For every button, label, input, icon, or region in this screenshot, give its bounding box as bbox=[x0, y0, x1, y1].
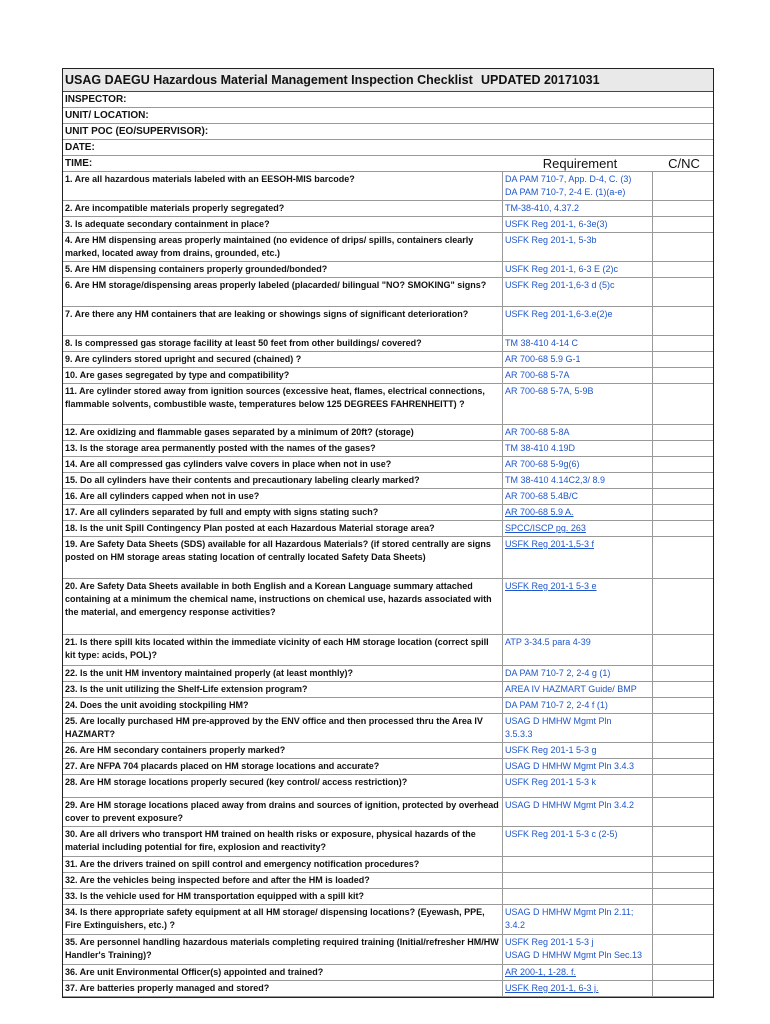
requirement-reference bbox=[503, 307, 653, 335]
requirement-line: TM 38-410 4.19D bbox=[505, 443, 576, 453]
cnc-cell[interactable] bbox=[653, 307, 713, 335]
requirement-reference bbox=[503, 798, 653, 826]
question-text: 19. Are Safety Data Sheets (SDS) available for all Hazardous Materials? (if stored centrally are signs posted on HM storage areas stating location of centrally located Safety Data Sheets) bbox=[63, 537, 503, 578]
checklist-rows bbox=[63, 172, 713, 997]
requirement-line: DA PAM 710-7, 2-4 E. (1)(a-e) bbox=[505, 186, 626, 197]
table-row bbox=[63, 579, 713, 635]
requirement-reference bbox=[503, 635, 653, 665]
question-text: 33. Is the vehicle used for HM transportation equipped with a spill kit? bbox=[63, 889, 503, 904]
table-row bbox=[63, 905, 713, 935]
cnc-cell[interactable] bbox=[653, 217, 713, 232]
requirement-reference bbox=[503, 521, 653, 536]
table-row bbox=[63, 759, 713, 775]
requirement-reference bbox=[503, 775, 653, 797]
question-text: 9. Are cylinders stored upright and secured (chained) ? bbox=[63, 352, 503, 367]
requirement-line: AR 700-68 5.9 G-1 bbox=[505, 354, 581, 364]
cnc-cell[interactable] bbox=[653, 743, 713, 758]
requirement-line: USAG D HMHW Mgmt Pln 3.4.2 bbox=[505, 800, 635, 810]
cnc-cell[interactable] bbox=[653, 873, 713, 888]
cnc-cell[interactable] bbox=[653, 635, 713, 665]
question-text: 32. Are the vehicles being inspected before and after the HM is loaded? bbox=[63, 873, 503, 888]
question-text: 24. Does the unit avoiding stockpiling HM? bbox=[63, 698, 503, 713]
table-row bbox=[63, 352, 713, 368]
question-text: 3. Is adequate secondary containment in place? bbox=[63, 217, 503, 232]
table-row bbox=[63, 537, 713, 579]
question-text: 4. Are HM dispensing areas properly maintained (no evidence of drips/ spills, containers clearly marked, located away from drains, grounded, etc.) bbox=[63, 233, 503, 261]
requirement-reference bbox=[503, 201, 653, 216]
cnc-cell[interactable] bbox=[653, 262, 713, 277]
requirement-line: USFK Reg 201-1 5-3 k bbox=[505, 777, 597, 787]
requirement-line: USAG D HMHW Mgmt Pln bbox=[505, 716, 612, 726]
requirement-reference bbox=[503, 172, 653, 200]
requirement-reference bbox=[503, 579, 653, 634]
requirement-column-header: Requirement bbox=[542, 156, 618, 171]
requirement-reference bbox=[503, 336, 653, 351]
requirement-reference bbox=[503, 278, 653, 306]
requirement-reference bbox=[503, 368, 653, 383]
table-row bbox=[63, 425, 713, 441]
requirement-line[interactable]: AR 200-1, 1-28. f. bbox=[505, 967, 577, 977]
table-row bbox=[63, 384, 713, 425]
requirement-reference bbox=[503, 537, 653, 578]
cnc-cell[interactable] bbox=[653, 473, 713, 488]
requirement-reference bbox=[503, 857, 653, 872]
question-text: 36. Are unit Environmental Officer(s) appointed and trained? bbox=[63, 965, 503, 980]
requirement-reference bbox=[503, 233, 653, 261]
requirement-reference bbox=[503, 384, 653, 424]
question-text: 16. Are all cylinders capped when not in use? bbox=[63, 489, 503, 504]
requirement-line: TM-38-410, 4.37.2 bbox=[505, 203, 580, 213]
cnc-cell[interactable] bbox=[653, 965, 713, 980]
inspector-field[interactable]: INSPECTOR: bbox=[63, 92, 713, 108]
requirement-reference bbox=[503, 827, 653, 856]
requirement-reference bbox=[503, 714, 653, 742]
table-row bbox=[63, 262, 713, 278]
table-row bbox=[63, 743, 713, 759]
cnc-cell[interactable] bbox=[653, 233, 713, 261]
question-text: 34. Is there appropriate safety equipment at all HM storage/ dispensing locations? (Eyewash, PPE, Fire Extinguishers, etc.) ? bbox=[63, 905, 503, 934]
requirement-line: USFK Reg 201-1, 6-3 E (2)c bbox=[505, 264, 619, 274]
requirement-line: AR 700-68 5.4B/C bbox=[505, 491, 579, 501]
requirement-line: USFK Reg 201-1,6-3.e(2)e bbox=[505, 309, 613, 319]
question-text: 2. Are incompatible materials properly segregated? bbox=[63, 201, 503, 216]
requirement-reference bbox=[503, 262, 653, 277]
question-text: 10. Are gases segregated by type and compatibility? bbox=[63, 368, 503, 383]
requirement-line: AR 700-68 5-7A, 5-9B bbox=[505, 386, 594, 396]
cnc-cell[interactable] bbox=[653, 857, 713, 872]
question-text: 14. Are all compressed gas cylinders valve covers in place when not in use? bbox=[63, 457, 503, 472]
requirement-line: 3.5.3.3 bbox=[505, 728, 533, 739]
requirement-reference bbox=[503, 457, 653, 472]
checklist-title: USAG DAEGU Hazardous Material Management Inspection Checklist bbox=[65, 73, 473, 87]
requirement-line: USFK Reg 201-1, 6-3e(3) bbox=[505, 219, 608, 229]
requirement-reference bbox=[503, 905, 653, 934]
cnc-cell[interactable] bbox=[653, 368, 713, 383]
inspection-checklist-sheet bbox=[62, 68, 714, 998]
requirement-reference bbox=[503, 352, 653, 367]
table-row bbox=[63, 505, 713, 521]
cnc-cell[interactable] bbox=[653, 666, 713, 681]
cnc-cell[interactable] bbox=[653, 935, 713, 964]
cnc-cell[interactable] bbox=[653, 905, 713, 934]
cnc-cell[interactable] bbox=[653, 698, 713, 713]
question-text: 25. Are locally purchased HM pre-approved by the ENV office and then processed thru the Area IV HAZMART? bbox=[63, 714, 503, 742]
requirement-line: USFK Reg 201-1, 5-3b bbox=[505, 235, 597, 245]
unit-location-field[interactable]: UNIT/ LOCATION: bbox=[63, 108, 713, 124]
requirement-line: USFK Reg 201-1 5-3 j bbox=[505, 937, 594, 947]
table-row bbox=[63, 889, 713, 905]
cnc-cell[interactable] bbox=[653, 172, 713, 200]
table-row bbox=[63, 698, 713, 714]
date-field[interactable]: DATE: bbox=[63, 140, 713, 156]
cnc-cell[interactable] bbox=[653, 384, 713, 424]
requirement-reference bbox=[503, 666, 653, 681]
requirement-line: USAG D HMHW Mgmt Pln 3.4.3 bbox=[505, 761, 635, 771]
requirement-reference bbox=[503, 441, 653, 456]
cnc-cell[interactable] bbox=[653, 278, 713, 306]
requirement-reference bbox=[503, 425, 653, 440]
cnc-cell[interactable] bbox=[653, 579, 713, 634]
requirement-reference bbox=[503, 698, 653, 713]
table-row bbox=[63, 233, 713, 262]
question-text: 8. Is compressed gas storage facility at least 50 feet from other buildings/ covered? bbox=[63, 336, 503, 351]
requirement-line: AR 700-68 5-7A bbox=[505, 370, 570, 380]
requirement-line[interactable]: AR 700-68 5.9 A. bbox=[505, 507, 574, 517]
question-text: 37. Are batteries properly managed and stored? bbox=[63, 981, 503, 996]
table-row bbox=[63, 798, 713, 827]
cnc-cell[interactable] bbox=[653, 775, 713, 797]
requirement-line: USFK Reg 201-1,6-3 d (5)c bbox=[505, 280, 615, 290]
table-row bbox=[63, 714, 713, 743]
table-row bbox=[63, 217, 713, 233]
requirement-line[interactable]: USFK Reg 201-1,5-3 f bbox=[505, 539, 595, 549]
table-row bbox=[63, 201, 713, 217]
requirement-line: TM 38-410 4-14 C bbox=[505, 338, 579, 348]
table-row bbox=[63, 965, 713, 981]
requirement-line: DA PAM 710-7 2, 2-4 f (1) bbox=[505, 700, 608, 710]
cnc-cell[interactable] bbox=[653, 201, 713, 216]
cnc-cell[interactable] bbox=[653, 352, 713, 367]
requirement-reference bbox=[503, 473, 653, 488]
cnc-cell[interactable] bbox=[653, 827, 713, 856]
table-row bbox=[63, 172, 713, 201]
table-row bbox=[63, 457, 713, 473]
question-text: 15. Do all cylinders have their contents and precautionary labeling clearly marked? bbox=[63, 473, 503, 488]
requirement-line: AR 700-68 5-9g(6) bbox=[505, 459, 580, 469]
cnc-cell[interactable] bbox=[653, 489, 713, 504]
unit-poc-field[interactable]: UNIT POC (EO/SUPERVISOR): bbox=[63, 124, 713, 140]
requirement-line: 3.4.2 bbox=[505, 919, 526, 930]
requirement-line: USFK Reg 201-1 5-3 g bbox=[505, 745, 597, 755]
cnc-cell[interactable] bbox=[653, 537, 713, 578]
requirement-line: DA PAM 710-7 2, 2-4 g (1) bbox=[505, 668, 611, 678]
requirement-reference bbox=[503, 873, 653, 888]
cnc-cell[interactable] bbox=[653, 521, 713, 536]
requirement-reference bbox=[503, 935, 653, 964]
table-row bbox=[63, 873, 713, 889]
question-text: 28. Are HM storage locations properly secured (key control/ access restriction)? bbox=[63, 775, 503, 797]
table-row bbox=[63, 857, 713, 873]
question-text: 17. Are all cylinders separated by full and empty with signs stating such? bbox=[63, 505, 503, 520]
requirement-line: ATP 3-34.5 para 4-39 bbox=[505, 637, 591, 647]
cnc-cell[interactable] bbox=[653, 457, 713, 472]
question-text: 6. Are HM storage/dispensing areas properly labeled (placarded/ bilingual "NO? SMOKING" signs? bbox=[63, 278, 503, 306]
table-row bbox=[63, 775, 713, 798]
table-row bbox=[63, 278, 713, 307]
table-row bbox=[63, 489, 713, 505]
requirement-line: TM 38-410 4.14C2,3/ 8.9 bbox=[505, 475, 606, 485]
table-row bbox=[63, 666, 713, 682]
table-row bbox=[63, 473, 713, 489]
cnc-cell[interactable] bbox=[653, 336, 713, 351]
question-text: 11. Are cylinder stored away from ignition sources (excessive heat, flames, electrical connections, flammable solvents, combustible waste, temperatures below 125 DEGREES FAHRENHEITT) ? bbox=[63, 384, 503, 424]
cnc-cell[interactable] bbox=[653, 889, 713, 904]
question-text: 18. Is the unit Spill Contingency Plan posted at each Hazardous Material storage area? bbox=[63, 521, 503, 536]
requirement-reference bbox=[503, 965, 653, 980]
requirement-line: USAG D HMHW Mgmt Pln 2.11; bbox=[505, 907, 634, 917]
requirement-line[interactable]: USFK Reg 201-1 5-3 e bbox=[505, 581, 597, 591]
cnc-cell[interactable] bbox=[653, 798, 713, 826]
requirement-reference bbox=[503, 759, 653, 774]
requirement-reference bbox=[503, 505, 653, 520]
table-row bbox=[63, 336, 713, 352]
cnc-cell[interactable] bbox=[653, 981, 713, 996]
cnc-cell[interactable] bbox=[653, 759, 713, 774]
question-text: 20. Are Safety Data Sheets available in both English and a Korean Language summary attached containing at a minimum the chemical name, instructions on chemical use, hazards associated with the material, and emergency response activities? bbox=[63, 579, 503, 634]
question-text: 12. Are oxidizing and flammable gases separated by a minimum of 20ft? (storage) bbox=[63, 425, 503, 440]
question-text: 5. Are HM dispensing containers properly grounded/bonded? bbox=[63, 262, 503, 277]
requirement-reference bbox=[503, 682, 653, 697]
requirement-reference bbox=[503, 889, 653, 904]
requirement-line[interactable]: USFK Reg 201-1, 6-3 j. bbox=[505, 983, 599, 993]
requirement-line: USFK Reg 201-1 5-3 c (2-5) bbox=[505, 829, 618, 839]
question-text: 22. Is the unit HM inventory maintained properly (at least monthly)? bbox=[63, 666, 503, 681]
requirement-line: DA PAM 710-7, App. D-4, C. (3) bbox=[505, 174, 632, 184]
cnc-cell[interactable] bbox=[653, 505, 713, 520]
requirement-reference bbox=[503, 743, 653, 758]
cnc-column-header: C/NC bbox=[668, 156, 700, 171]
cnc-cell[interactable] bbox=[653, 714, 713, 742]
cnc-cell[interactable] bbox=[653, 441, 713, 456]
question-text: 31. Are the drivers trained on spill control and emergency notification procedures? bbox=[63, 857, 503, 872]
table-row bbox=[63, 307, 713, 336]
time-field[interactable]: TIME: Requirement C/NC bbox=[63, 156, 713, 172]
requirement-reference bbox=[503, 981, 653, 996]
table-row bbox=[63, 682, 713, 698]
table-row bbox=[63, 521, 713, 537]
requirement-line: AREA IV HAZMART Guide/ BMP bbox=[505, 684, 637, 694]
question-text: 26. Are HM secondary containers properly marked? bbox=[63, 743, 503, 758]
requirement-reference bbox=[503, 489, 653, 504]
requirement-line[interactable]: SPCC/ISCP pg. 263 bbox=[505, 523, 586, 533]
requirement-line: USAG D HMHW Mgmt Pln Sec.13 bbox=[505, 949, 643, 960]
question-text: 29. Are HM storage locations placed away from drains and sources of ignition, protected by overhead cover to prevent exposure? bbox=[63, 798, 503, 826]
table-row bbox=[63, 981, 713, 997]
question-text: 30. Are all drivers who transport HM trained on health risks or exposure, physical hazards of the material including potential for fire, explosion and reactivity? bbox=[63, 827, 503, 856]
requirement-line: AR 700-68 5-8A bbox=[505, 427, 570, 437]
table-row bbox=[63, 635, 713, 666]
checklist-header bbox=[63, 69, 713, 92]
table-row bbox=[63, 441, 713, 457]
question-text: 1. Are all hazardous materials labeled with an EESOH-MIS barcode? bbox=[63, 172, 503, 200]
question-text: 13. Is the storage area permanently posted with the names of the gases? bbox=[63, 441, 503, 456]
updated-label: UPDATED 20171031 bbox=[481, 73, 600, 87]
table-row bbox=[63, 827, 713, 857]
question-text: 35. Are personnel handling hazardous materials completing required training (Initial/refresher HM/HW Handler's Training)? bbox=[63, 935, 503, 964]
cnc-cell[interactable] bbox=[653, 425, 713, 440]
table-row bbox=[63, 368, 713, 384]
table-row bbox=[63, 935, 713, 965]
question-text: 23. Is the unit utilizing the Shelf-Life extension program? bbox=[63, 682, 503, 697]
cnc-cell[interactable] bbox=[653, 682, 713, 697]
question-text: 21. Is there spill kits located within the immediate vicinity of each HM storage location (correct spill kit type: acids, POL)? bbox=[63, 635, 503, 665]
question-text: 7. Are there any HM containers that are leaking or showings signs of significant deterioration? bbox=[63, 307, 503, 335]
question-text: 27. Are NFPA 704 placards placed on HM storage locations and accurate? bbox=[63, 759, 503, 774]
requirement-reference bbox=[503, 217, 653, 232]
